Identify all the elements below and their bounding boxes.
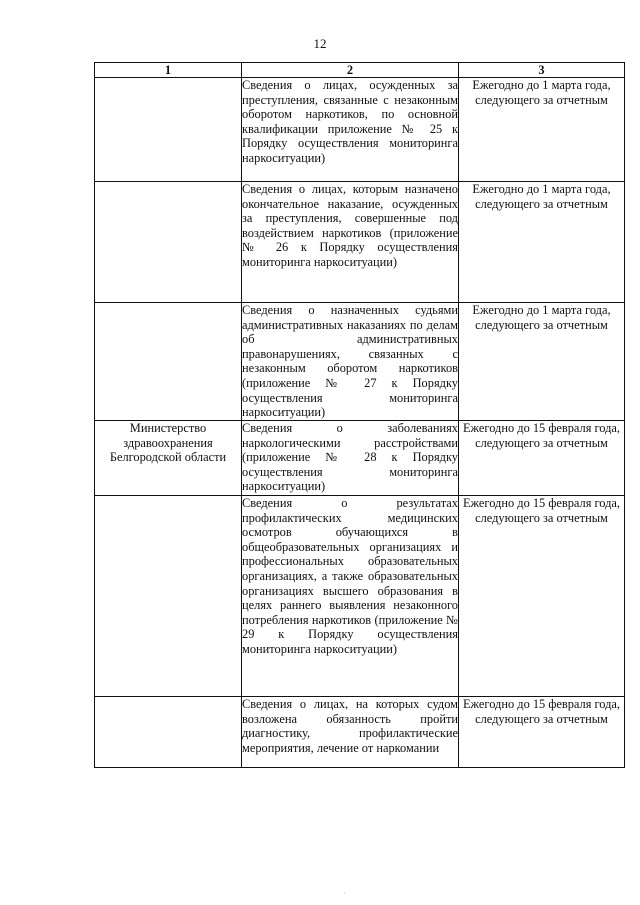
table-header-row: [95, 63, 625, 78]
table-row: [95, 421, 625, 496]
org-cell: [95, 78, 242, 182]
term-cell: [459, 182, 625, 303]
page-number: 12: [313, 36, 327, 51]
scan-dot: ·: [343, 889, 346, 898]
org-cell: [95, 697, 242, 768]
description-text: Сведения о лицах, которым назначено окончательное наказание, осужденных за преступления, совершенные под воздействием наркотиков (приложение № 26 к Порядку осуществления мониторинга наркоситуации): [242, 182, 458, 269]
column-header-1: 1: [95, 63, 242, 78]
description-text: Сведения о лицах, осужденных за преступления, связанные с незаконным оборотом наркотиков, по основной квалификации приложение № 25 к Порядку осуществления мониторинга наркоситуации): [242, 78, 458, 165]
org-cell: [95, 421, 242, 496]
description-text: Сведения о лицах, на которых судом возложена обязанность пройти диагностику, профилактические мероприятия, лечение от наркомании: [242, 697, 458, 755]
org-text: Министерство здравоохранения Белгородской области: [109, 421, 227, 465]
term-cell: [459, 421, 625, 496]
org-cell: [95, 182, 242, 303]
description-cell: [242, 496, 459, 697]
table-row: [95, 697, 625, 768]
table-row: [95, 78, 625, 182]
org-cell: [95, 496, 242, 697]
term-text: Ежегодно до 1 марта года, следующего за отчетным: [472, 78, 611, 107]
term-text: Ежегодно до 15 февраля года, следующего за отчетным: [462, 421, 621, 450]
description-cell: [242, 78, 459, 182]
description-cell: [242, 303, 459, 421]
description-text: Сведения о результатах профилактических медицинских осмотров обучающихся в общеобразовательных организациях и профессиональных образовательных организациях, а также образовательных организациях высшего образования в целях раннего выявления незаконного потребления наркотиков (приложение № 29 к Порядку осуществления мониторинга наркоситуации): [242, 496, 458, 656]
column-header-3: 3: [459, 63, 625, 78]
term-cell: [459, 78, 625, 182]
table-row: [95, 303, 625, 421]
table-row: [95, 182, 625, 303]
description-cell: [242, 421, 459, 496]
term-text: Ежегодно до 1 марта года, следующего за отчетным: [472, 303, 611, 332]
description-text: Сведения о заболеваниях наркологическими расстройствами (приложение № 28 к Порядку осуществления мониторинга наркоситуации): [242, 421, 458, 494]
term-cell: [459, 303, 625, 421]
description-text: Сведения о назначенных судьями административных наказаниях по делам об административных правонарушениях, связанных с незаконным оборотом наркотиков (приложение № 27 к Порядку осуществления мониторинга наркоситуации): [242, 303, 458, 420]
org-cell: [95, 303, 242, 421]
term-text: Ежегодно до 15 февраля года, следующего за отчетным: [462, 496, 621, 525]
description-cell: [242, 182, 459, 303]
term-cell: [459, 697, 625, 768]
table-row: [95, 496, 625, 697]
column-header-2: 2: [242, 63, 459, 78]
term-text: Ежегодно до 15 февраля года, следующего за отчетным: [462, 697, 621, 726]
description-cell: [242, 697, 459, 768]
term-cell: [459, 496, 625, 697]
term-text: Ежегодно до 1 марта года, следующего за отчетным: [472, 182, 611, 211]
monitoring-table: [94, 62, 625, 768]
